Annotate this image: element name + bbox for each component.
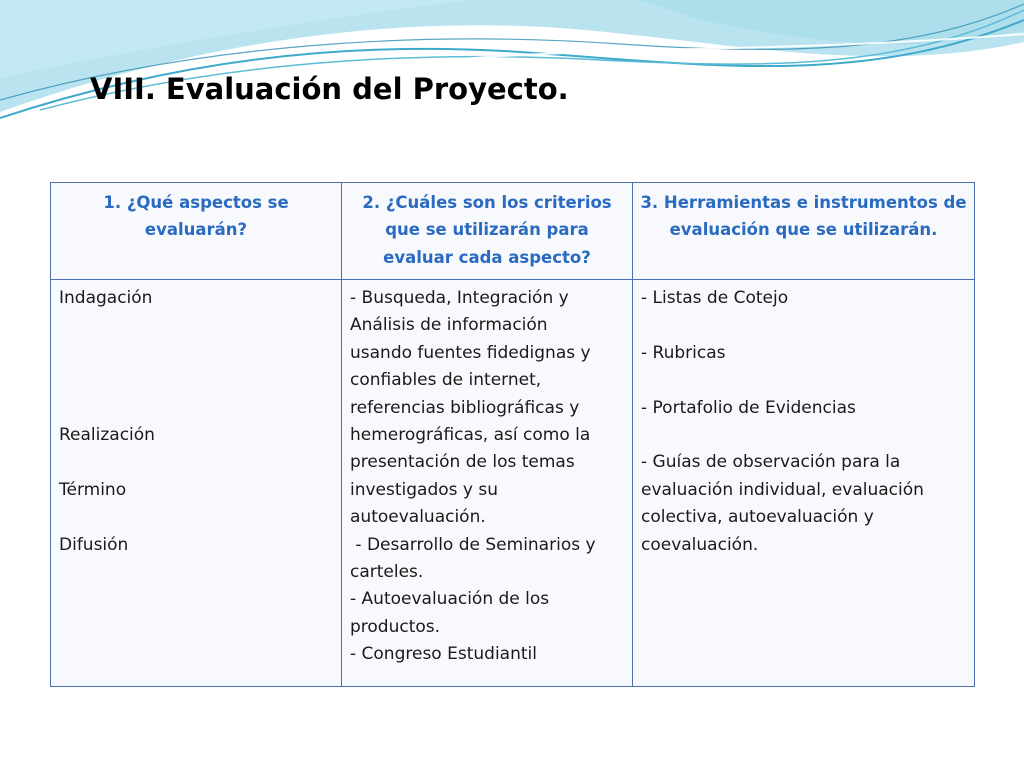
aspect-item: Realización (59, 424, 155, 445)
criteria-line: - Desarrollo de Seminarios y (350, 534, 596, 555)
aspect-item: Indagación (59, 288, 153, 308)
criteria-line: referencias bibliográficas y (350, 397, 580, 418)
table-row (51, 280, 975, 687)
criteria-line: investigados y su (350, 479, 499, 500)
tool-spacer (641, 367, 968, 394)
header-line: 2. ¿Cuáles son los criterios (362, 193, 612, 212)
tool-item: - Guías de observación para la (641, 452, 901, 473)
criteria-line: - Busqueda, Integración y (350, 288, 569, 308)
header-line: 1. ¿Qué aspectos se (103, 193, 289, 212)
criteria-line: - Autoevaluación de los (350, 589, 550, 610)
criteria-line: confiables de internet, (350, 370, 542, 391)
header-criteria (342, 183, 633, 280)
aspect-spacer (59, 504, 335, 531)
criteria-line: - Congreso Estudiantil (350, 644, 537, 665)
tool-item: - Portafolio de Evidencias (641, 397, 856, 418)
aspect-spacer (59, 312, 335, 394)
aspect-item: Difusión (59, 534, 129, 555)
criteria-cell (342, 280, 633, 687)
tool-item: - Listas de Cotejo (641, 288, 789, 308)
tool-item: evaluación individual, evaluación (641, 479, 924, 500)
criteria-line: autoevaluación. (350, 507, 486, 528)
tool-spacer (641, 312, 968, 339)
criteria-line: usando fuentes fidedignas y (350, 342, 591, 363)
criteria-line: productos. (350, 616, 441, 637)
aspects-cell (51, 280, 342, 687)
tool-spacer (641, 422, 968, 449)
header-line: que se utilizarán para (385, 220, 589, 240)
tools-cell (633, 280, 975, 687)
slide-title: VIII. Evaluación del Proyecto. (90, 72, 569, 106)
tool-item: coevaluación. (641, 534, 759, 555)
header-line: evaluación que se utilizarán. (669, 220, 938, 240)
header-aspects (51, 183, 342, 280)
criteria-line: hemerográficas, así como la (350, 425, 591, 446)
tool-item: colectiva, autoevaluación y (641, 507, 874, 528)
header-line: evaluarán? (144, 220, 248, 240)
criteria-line: carteles. (350, 562, 424, 583)
evaluation-table (50, 182, 975, 687)
criteria-line: presentación de los temas (350, 452, 575, 473)
header-line: 3. Herramientas e instrumentos de (640, 193, 967, 212)
aspect-item: Término (59, 479, 127, 500)
aspect-spacer (59, 395, 335, 422)
table-header-row (51, 183, 975, 280)
header-wave-decoration (0, 0, 1024, 130)
tool-item: - Rubricas (641, 342, 726, 363)
aspect-spacer (59, 449, 335, 476)
header-line: evaluar cada aspecto? (383, 247, 591, 267)
criteria-line: Análisis de información (350, 315, 548, 336)
header-tools (633, 183, 975, 280)
